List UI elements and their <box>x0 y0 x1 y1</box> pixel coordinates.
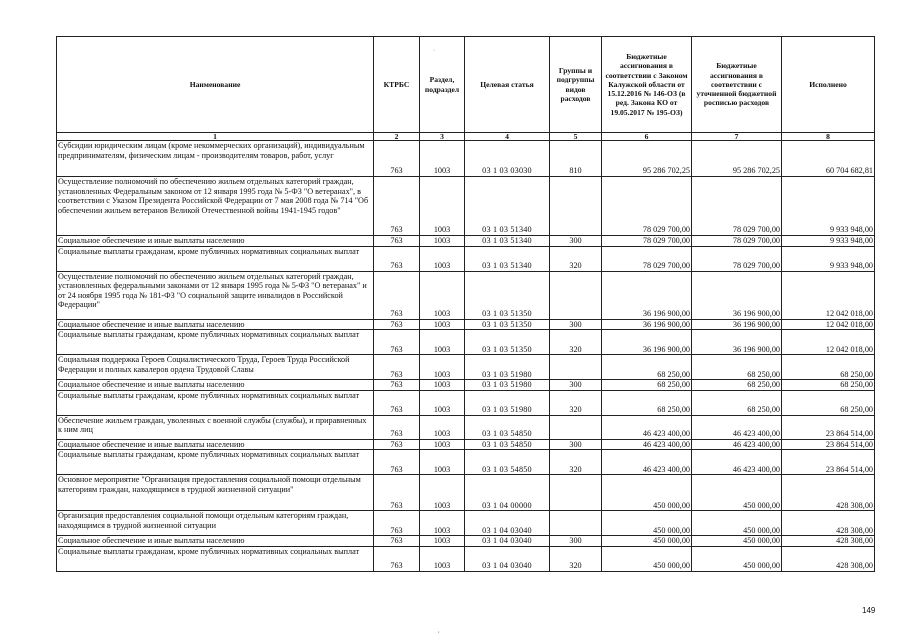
cell-section: 1003 <box>420 450 465 475</box>
cell-name: Обеспечение жильем граждан, уволенных с военной службы (службы), и приравненных к ним лиц <box>57 415 374 439</box>
cell-col6: 450 000,00 <box>602 475 692 511</box>
cell-col6: 68 250,00 <box>602 380 692 391</box>
cell-group: 300 <box>550 236 602 247</box>
table-row <box>57 246 875 271</box>
table-row <box>57 511 875 536</box>
header-col6: Бюджетные ассигнования в соответствии с Законом Калужской области от 15.12.2016 № 146-ОЗ (в ред. Закона КО от 19.05.2017 № 195-ОЗ) <box>602 37 692 133</box>
cell-name: Социальное обеспечение и иные выплаты населению <box>57 319 374 330</box>
header-name: Наименование <box>57 37 374 133</box>
header-groups: Группы и подгруппы видов расходов <box>550 37 602 133</box>
scan-mark: , <box>438 628 440 634</box>
cell-executed: 23 864 514,00 <box>782 450 875 475</box>
cell-group: 320 <box>550 246 602 271</box>
cell-ktrbs: 763 <box>374 546 420 571</box>
cell-col6: 78 029 700,00 <box>602 246 692 271</box>
cell-ktrbs: 763 <box>374 246 420 271</box>
cell-target: 03 1 03 51980 <box>465 355 550 380</box>
cell-col6: 68 250,00 <box>602 390 692 415</box>
col-number: 4 <box>465 133 550 141</box>
cell-section: 1003 <box>420 511 465 536</box>
cell-target: 03 1 03 51340 <box>465 177 550 236</box>
cell-executed: 428 308,00 <box>782 536 875 547</box>
cell-name: Социальные выплаты гражданам, кроме публичных нормативных социальных выплат <box>57 246 374 271</box>
cell-ktrbs: 763 <box>374 141 420 177</box>
cell-group: 300 <box>550 536 602 547</box>
cell-name: Социальные выплаты гражданам, кроме публичных нормативных социальных выплат <box>57 450 374 475</box>
cell-section: 1003 <box>420 546 465 571</box>
cell-col6: 95 286 702,25 <box>602 141 692 177</box>
cell-group: 300 <box>550 439 602 450</box>
cell-section: 1003 <box>420 355 465 380</box>
cell-target: 03 1 03 54850 <box>465 439 550 450</box>
cell-ktrbs: 763 <box>374 475 420 511</box>
cell-group <box>550 475 602 511</box>
cell-col6: 68 250,00 <box>602 355 692 380</box>
cell-target: 03 1 03 54850 <box>465 415 550 439</box>
cell-target: 03 1 03 51350 <box>465 319 550 330</box>
table-row <box>57 271 875 319</box>
cell-col7: 68 250,00 <box>692 355 782 380</box>
cell-col7: 95 286 702,25 <box>692 141 782 177</box>
header-row <box>57 37 875 133</box>
col-number: 2 <box>374 133 420 141</box>
cell-col7: 68 250,00 <box>692 390 782 415</box>
cell-executed: 12 042 018,00 <box>782 330 875 355</box>
col-number: 1 <box>57 133 374 141</box>
table-row <box>57 177 875 236</box>
cell-ktrbs: 763 <box>374 450 420 475</box>
cell-col6: 450 000,00 <box>602 536 692 547</box>
header-col7: Бюджетные ассигнования в соответствии с уточненной бюджетной росписью расходов <box>692 37 782 133</box>
cell-col7: 78 029 700,00 <box>692 246 782 271</box>
cell-ktrbs: 763 <box>374 177 420 236</box>
col-number: 5 <box>550 133 602 141</box>
cell-col6: 78 029 700,00 <box>602 177 692 236</box>
cell-col6: 46 423 400,00 <box>602 415 692 439</box>
cell-target: 03 1 04 03040 <box>465 511 550 536</box>
cell-name: Основное мероприятие "Организация предоставления социальной помощи отдельным категориям граждан, находящимся в трудной жизненной ситуации" <box>57 475 374 511</box>
cell-target: 03 1 03 54850 <box>465 450 550 475</box>
cell-target: 03 1 03 51980 <box>465 380 550 391</box>
cell-col7: 46 423 400,00 <box>692 450 782 475</box>
cell-executed: 428 308,00 <box>782 546 875 571</box>
cell-name: Социальное обеспечение и иные выплаты населению <box>57 236 374 247</box>
cell-col6: 46 423 400,00 <box>602 450 692 475</box>
cell-executed: 9 933 948,00 <box>782 177 875 236</box>
table-row <box>57 355 875 380</box>
table-row <box>57 141 875 177</box>
cell-ktrbs: 763 <box>374 355 420 380</box>
cell-col7: 450 000,00 <box>692 536 782 547</box>
cell-group <box>550 355 602 380</box>
cell-col6: 450 000,00 <box>602 511 692 536</box>
cell-name: Социальное обеспечение и иные выплаты населению <box>57 380 374 391</box>
cell-col7: 450 000,00 <box>692 546 782 571</box>
cell-col6: 36 196 900,00 <box>602 319 692 330</box>
cell-section: 1003 <box>420 330 465 355</box>
cell-name: Социальные выплаты гражданам, кроме публичных нормативных социальных выплат <box>57 546 374 571</box>
cell-section: 1003 <box>420 475 465 511</box>
cell-name: Организация предоставления социальной помощи отдельным категориям граждан, находящимся в трудной жизненной ситуации <box>57 511 374 536</box>
cell-name: Осуществление полномочий по обеспечению жильем отдельных категорий граждан, установленных Федеральным законом от 12 января 1995 года № 5-ФЗ "О ветеранах", в соответствии с Указом Президента Российской Федерации от 7 мая 2008 года № 714 "Об обеспечении жильем ветеранов Великой Отечественной войны 1941-1945 годов" <box>57 177 374 236</box>
cell-executed: 68 250,00 <box>782 380 875 391</box>
cell-col7: 450 000,00 <box>692 475 782 511</box>
cell-target: 03 1 03 51980 <box>465 390 550 415</box>
cell-section: 1003 <box>420 246 465 271</box>
table-row <box>57 330 875 355</box>
cell-group <box>550 511 602 536</box>
table-row <box>57 450 875 475</box>
cell-col7: 46 423 400,00 <box>692 439 782 450</box>
cell-name: Осуществление полномочий по обеспечению жильем отдельных категорий граждан, установленных федеральными законами от 12 января 1995 года № 5-ФЗ "О ветеранах" и от 24 ноября 1995 года № 181-ФЗ "О социальной защите инвалидов в Российской Федерации" <box>57 271 374 319</box>
cell-group: 810 <box>550 141 602 177</box>
cell-name: Субсидии юридическим лицам (кроме некоммерческих организаций), индивидуальным предпринимателям, физическим лицам - производителям товаров, работ, услуг <box>57 141 374 177</box>
cell-ktrbs: 763 <box>374 319 420 330</box>
cell-section: 1003 <box>420 236 465 247</box>
cell-col7: 68 250,00 <box>692 380 782 391</box>
table-row <box>57 380 875 391</box>
cell-executed: 428 308,00 <box>782 511 875 536</box>
cell-group: 320 <box>550 390 602 415</box>
cell-col6: 36 196 900,00 <box>602 271 692 319</box>
cell-target: 03 1 04 03040 <box>465 546 550 571</box>
table-body <box>57 141 875 572</box>
cell-section: 1003 <box>420 319 465 330</box>
table-row <box>57 319 875 330</box>
cell-target: 03 1 03 51350 <box>465 330 550 355</box>
scan-mark: · <box>433 48 435 54</box>
header-executed: Исполнено <box>782 37 875 133</box>
table-row <box>57 536 875 547</box>
cell-ktrbs: 763 <box>374 415 420 439</box>
cell-col7: 36 196 900,00 <box>692 319 782 330</box>
cell-col7: 78 029 700,00 <box>692 236 782 247</box>
cell-executed: 68 250,00 <box>782 355 875 380</box>
page-number: 149 <box>862 606 876 615</box>
cell-target: 03 1 03 51340 <box>465 236 550 247</box>
cell-col7: 78 029 700,00 <box>692 177 782 236</box>
cell-ktrbs: 763 <box>374 271 420 319</box>
cell-group: 320 <box>550 330 602 355</box>
table-row <box>57 439 875 450</box>
cell-name: Социальное обеспечение и иные выплаты населению <box>57 536 374 547</box>
budget-table <box>56 36 875 572</box>
cell-section: 1003 <box>420 141 465 177</box>
cell-name: Социальная поддержка Героев Социалистического Труда, Героев Труда Российской Федерации и полных кавалеров ордена Трудовой Славы <box>57 355 374 380</box>
cell-target: 03 1 03 51350 <box>465 271 550 319</box>
cell-section: 1003 <box>420 177 465 236</box>
table-row <box>57 390 875 415</box>
cell-group: 320 <box>550 450 602 475</box>
cell-executed: 23 864 514,00 <box>782 415 875 439</box>
cell-name: Социальное обеспечение и иные выплаты населению <box>57 439 374 450</box>
col-number: 3 <box>420 133 465 141</box>
cell-name: Социальные выплаты гражданам, кроме публичных нормативных социальных выплат <box>57 390 374 415</box>
cell-ktrbs: 763 <box>374 439 420 450</box>
table-row <box>57 475 875 511</box>
cell-group: 300 <box>550 380 602 391</box>
cell-ktrbs: 763 <box>374 380 420 391</box>
cell-executed: 60 704 682,81 <box>782 141 875 177</box>
cell-target: 03 1 03 51340 <box>465 246 550 271</box>
cell-target: 03 1 04 00000 <box>465 475 550 511</box>
cell-section: 1003 <box>420 439 465 450</box>
cell-col7: 46 423 400,00 <box>692 415 782 439</box>
header-ktrbs: КТРБС <box>374 37 420 133</box>
cell-executed: 12 042 018,00 <box>782 271 875 319</box>
cell-group <box>550 177 602 236</box>
cell-target: 03 1 04 03040 <box>465 536 550 547</box>
cell-executed: 9 933 948,00 <box>782 246 875 271</box>
cell-section: 1003 <box>420 380 465 391</box>
cell-ktrbs: 763 <box>374 390 420 415</box>
cell-section: 1003 <box>420 271 465 319</box>
cell-section: 1003 <box>420 415 465 439</box>
cell-executed: 12 042 018,00 <box>782 319 875 330</box>
cell-ktrbs: 763 <box>374 536 420 547</box>
cell-executed: 9 933 948,00 <box>782 236 875 247</box>
cell-name: Социальные выплаты гражданам, кроме публичных нормативных социальных выплат <box>57 330 374 355</box>
header-target: Целевая статья <box>465 37 550 133</box>
cell-group <box>550 415 602 439</box>
cell-group: 300 <box>550 319 602 330</box>
table-row <box>57 415 875 439</box>
cell-group: 320 <box>550 546 602 571</box>
table-row <box>57 546 875 571</box>
table-row <box>57 236 875 247</box>
cell-col6: 78 029 700,00 <box>602 236 692 247</box>
cell-executed: 68 250,00 <box>782 390 875 415</box>
col-number: 6 <box>602 133 692 141</box>
cell-group <box>550 271 602 319</box>
cell-col6: 46 423 400,00 <box>602 439 692 450</box>
cell-ktrbs: 763 <box>374 511 420 536</box>
col-number: 7 <box>692 133 782 141</box>
col-number: 8 <box>782 133 875 141</box>
cell-col7: 450 000,00 <box>692 511 782 536</box>
cell-target: 03 1 03 03030 <box>465 141 550 177</box>
cell-ktrbs: 763 <box>374 330 420 355</box>
cell-col7: 36 196 900,00 <box>692 330 782 355</box>
column-number-row <box>57 133 875 141</box>
cell-col6: 450 000,00 <box>602 546 692 571</box>
header-section: Раздел, подраздел <box>420 37 465 133</box>
cell-executed: 23 864 514,00 <box>782 439 875 450</box>
cell-section: 1003 <box>420 536 465 547</box>
cell-executed: 428 308,00 <box>782 475 875 511</box>
cell-col6: 36 196 900,00 <box>602 330 692 355</box>
cell-col7: 36 196 900,00 <box>692 271 782 319</box>
cell-section: 1003 <box>420 390 465 415</box>
cell-ktrbs: 763 <box>374 236 420 247</box>
